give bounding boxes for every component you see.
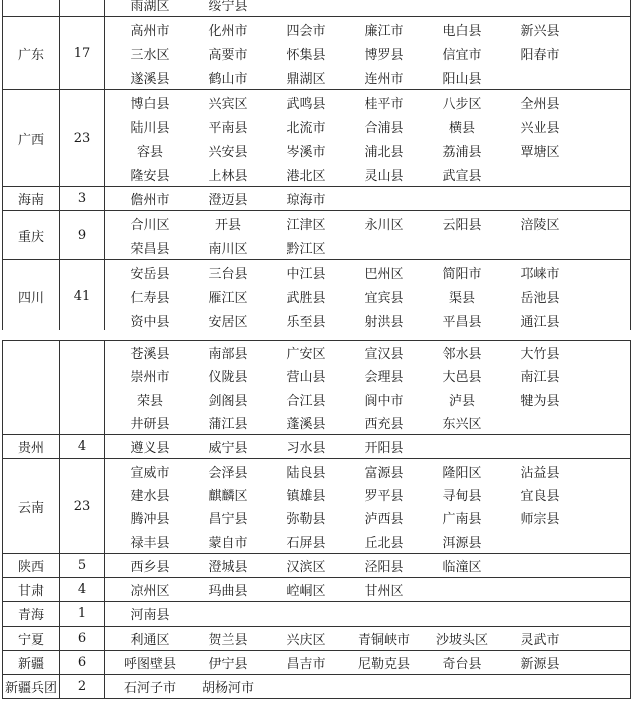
county-name: 云阳县	[442, 217, 482, 233]
county-table-part2	[2, 340, 631, 699]
county-list-cell	[105, 341, 631, 435]
county-name: 新兴县	[520, 23, 560, 39]
county-name: 会泽县	[208, 465, 248, 481]
county-name: 中江县	[286, 266, 326, 282]
county-name-row	[111, 651, 626, 674]
county-name: 汉滨区	[286, 559, 326, 575]
table-row	[3, 602, 631, 626]
county-name: 腾冲县	[130, 512, 170, 528]
county-count-cell: 5	[60, 553, 105, 577]
county-name: 安岳县	[130, 266, 170, 282]
county-list-cell	[105, 675, 631, 699]
table-fragment-bottom	[0, 340, 637, 726]
county-name-row	[111, 506, 626, 529]
county-count-cell: 9	[60, 211, 105, 260]
county-name: 兴宾区	[208, 96, 248, 112]
county-name: 荣昌县	[130, 241, 170, 257]
county-count-cell: 4	[60, 435, 105, 459]
county-name-row	[111, 65, 626, 89]
county-name: 渠县	[448, 290, 475, 306]
table-row	[3, 650, 631, 674]
county-name: 怀集县	[286, 47, 326, 63]
table-row	[3, 626, 631, 650]
county-name-row	[111, 284, 626, 308]
province-cell	[3, 341, 60, 435]
county-name: 港北区	[286, 168, 326, 184]
county-count-cell	[60, 0, 105, 17]
county-name: 信宜市	[442, 47, 482, 63]
county-name: 泾阳县	[364, 559, 404, 575]
county-name: 三水区	[130, 47, 170, 63]
county-name: 崇州市	[130, 370, 170, 386]
county-name: 合江县	[286, 393, 326, 409]
county-name: 兴业县	[520, 120, 560, 136]
county-list-cell	[105, 435, 631, 459]
county-name: 阆中市	[364, 393, 404, 409]
county-count-cell: 6	[60, 650, 105, 674]
county-name: 射洪县	[364, 314, 404, 330]
table-fragment-top	[0, 0, 637, 330]
county-count-cell: 23	[60, 90, 105, 187]
table-row	[3, 211, 631, 260]
county-name: 澄城县	[208, 559, 248, 575]
county-name: 兴安县	[208, 144, 248, 160]
county-name: 邻水县	[442, 347, 482, 363]
county-name: 南川区	[208, 241, 248, 257]
county-name: 绥宁县	[208, 0, 248, 14]
county-name: 井研县	[130, 417, 170, 433]
county-name: 昌吉市	[286, 657, 326, 672]
county-list-cell	[105, 459, 631, 553]
county-name-row	[111, 260, 626, 284]
county-list-cell	[105, 187, 631, 211]
county-name: 荔浦县	[442, 144, 482, 160]
county-name: 临潼区	[442, 559, 482, 575]
county-name: 南部县	[208, 347, 248, 363]
county-name-row	[111, 554, 626, 577]
county-name: 罗平县	[364, 488, 404, 504]
county-list-cell	[105, 602, 631, 626]
county-name: 连州市	[364, 71, 404, 87]
table-row	[3, 0, 631, 17]
county-name: 习水县	[286, 441, 326, 457]
county-name: 宜良县	[520, 488, 560, 504]
county-name: 阳春市	[520, 47, 560, 63]
county-name: 武胜县	[286, 290, 326, 306]
county-name: 建水县	[130, 488, 170, 504]
county-name-row	[111, 41, 626, 65]
county-name: 大竹县	[520, 347, 560, 363]
county-name: 南江县	[520, 370, 560, 386]
county-name: 博罗县	[364, 47, 404, 63]
county-name: 青铜峡市	[357, 632, 410, 648]
county-count-cell: 4	[60, 577, 105, 601]
county-name-row	[111, 211, 626, 235]
county-name-row	[111, 138, 626, 162]
county-count-cell: 3	[60, 187, 105, 211]
county-name-row	[111, 627, 626, 650]
province-cell: 甘肃	[3, 577, 60, 601]
county-name: 凉州区	[130, 584, 170, 600]
county-table-part1	[2, 0, 631, 330]
county-name: 西乡县	[130, 559, 170, 575]
province-cell: 海南	[3, 187, 60, 211]
county-name: 鹤山市	[208, 71, 248, 87]
county-name: 广南县	[442, 512, 482, 528]
county-count-cell: 1	[60, 602, 105, 626]
county-name: 岑溪市	[286, 144, 326, 160]
county-name: 胡杨河市	[201, 681, 254, 697]
county-name: 合浦县	[364, 120, 404, 136]
county-name-row	[111, 114, 626, 138]
county-name: 博白县	[130, 96, 170, 112]
county-name-row	[111, 411, 626, 434]
table-row	[3, 17, 631, 90]
county-name: 四会市	[286, 23, 326, 39]
county-name-row	[111, 341, 626, 364]
county-name-row	[111, 578, 626, 601]
county-name: 陆川县	[130, 120, 170, 136]
county-name-row	[111, 388, 626, 411]
county-name: 澄迈县	[208, 193, 248, 208]
county-name: 广安区	[286, 347, 326, 363]
county-name: 陆良县	[286, 465, 326, 481]
county-name: 八步区	[442, 96, 482, 112]
county-name: 镇雄县	[286, 488, 326, 504]
county-name: 威宁县	[208, 441, 248, 457]
county-name: 沙坡头区	[435, 632, 488, 648]
county-name: 三台县	[208, 266, 248, 282]
county-name: 丘北县	[364, 535, 404, 551]
county-name: 隆安县	[130, 168, 170, 184]
county-name: 仪陇县	[208, 370, 248, 386]
table-row	[3, 187, 631, 211]
county-name: 利通区	[130, 632, 170, 648]
county-name: 遂溪县	[130, 71, 170, 87]
county-list-cell	[105, 0, 631, 17]
county-name: 贺兰县	[208, 632, 248, 648]
province-cell: 新疆	[3, 650, 60, 674]
county-name: 化州市	[208, 23, 248, 39]
county-name: 桂平市	[364, 96, 404, 112]
county-name: 涪陵区	[520, 217, 560, 233]
county-list-cell	[105, 260, 631, 331]
table-row	[3, 459, 631, 553]
county-name: 上林县	[208, 168, 248, 184]
county-name: 东兴区	[442, 417, 482, 433]
county-name: 儋州市	[130, 193, 170, 208]
county-list-cell	[105, 90, 631, 187]
county-name: 安居区	[208, 314, 248, 330]
county-name-row	[111, 0, 626, 16]
county-name: 禄丰县	[130, 535, 170, 551]
table-row	[3, 260, 631, 331]
county-list-cell	[105, 553, 631, 577]
province-cell: 重庆	[3, 211, 60, 260]
county-name-row	[111, 235, 626, 259]
county-name-row	[111, 364, 626, 387]
county-name: 宜宾县	[364, 290, 404, 306]
province-cell: 青海	[3, 602, 60, 626]
county-name: 合川区	[130, 217, 170, 233]
county-name: 寻甸县	[442, 488, 482, 504]
province-cell: 新疆兵团	[3, 675, 60, 699]
county-name: 西充县	[364, 417, 404, 433]
province-cell: 广西	[3, 90, 60, 187]
county-name: 石河子市	[123, 681, 176, 697]
table-row	[3, 341, 631, 435]
county-name-row	[111, 483, 626, 506]
table-row	[3, 577, 631, 601]
table-row	[3, 553, 631, 577]
county-count-cell: 2	[60, 675, 105, 699]
county-name: 剑阁县	[208, 393, 248, 409]
county-name: 高州市	[130, 23, 170, 39]
county-name: 通江县	[520, 314, 560, 330]
county-list-cell	[105, 211, 631, 260]
county-name: 高要市	[208, 47, 248, 63]
county-name-row	[111, 17, 626, 41]
county-name: 会理县	[364, 370, 404, 386]
county-name: 呼图壁县	[123, 657, 176, 672]
county-name: 电白县	[442, 23, 482, 39]
county-name: 荣县	[136, 393, 163, 409]
county-name-row	[111, 675, 626, 698]
province-cell: 四川	[3, 260, 60, 331]
county-name: 玛曲县	[208, 584, 248, 600]
county-name: 全州县	[520, 96, 560, 112]
county-name: 河南县	[130, 608, 170, 624]
county-name: 犍为县	[520, 393, 560, 409]
county-name: 弥勒县	[286, 512, 326, 528]
county-name: 琼海市	[286, 193, 326, 208]
county-name: 鼎湖区	[286, 71, 326, 87]
county-name: 大邑县	[442, 370, 482, 386]
county-name-row	[111, 187, 626, 210]
county-name: 开阳县	[364, 441, 404, 457]
county-name: 江津区	[286, 217, 326, 233]
county-name-row	[111, 162, 626, 186]
county-name: 伊宁县	[208, 657, 248, 672]
province-cell: 广东	[3, 17, 60, 90]
county-list-cell	[105, 17, 631, 90]
table-row	[3, 90, 631, 187]
county-name: 奇台县	[442, 657, 482, 672]
county-name: 资中县	[130, 314, 170, 330]
county-name-row	[111, 602, 626, 625]
county-name: 黔江区	[286, 241, 326, 257]
county-list-cell	[105, 650, 631, 674]
county-count-cell: 6	[60, 626, 105, 650]
table-row	[3, 675, 631, 699]
county-name: 崆峒区	[286, 584, 326, 600]
county-name: 开县	[214, 217, 241, 233]
county-name-row	[111, 90, 626, 114]
county-name: 仁寿县	[130, 290, 170, 306]
county-name: 阳山县	[442, 71, 482, 87]
county-name: 蒲江县	[208, 417, 248, 433]
county-name: 邛崃市	[520, 266, 560, 282]
province-cell: 贵州	[3, 435, 60, 459]
county-name: 宣威市	[130, 465, 170, 481]
county-name: 廉江市	[364, 23, 404, 39]
county-name: 巴州区	[364, 266, 404, 282]
county-name: 沾益县	[520, 465, 560, 481]
county-name: 甘州区	[364, 584, 404, 600]
province-cell	[3, 0, 60, 17]
county-count-cell: 41	[60, 260, 105, 331]
county-name-row	[111, 459, 626, 482]
county-list-cell	[105, 626, 631, 650]
county-name: 简阳市	[442, 266, 482, 282]
county-name: 平昌县	[442, 314, 482, 330]
county-name: 雨湖区	[130, 0, 170, 14]
county-name: 武鸣县	[286, 96, 326, 112]
county-name: 蓬溪县	[286, 417, 326, 433]
county-list-cell	[105, 577, 631, 601]
county-name: 岳池县	[520, 290, 560, 306]
county-name: 浦北县	[364, 144, 404, 160]
county-name: 麒麟区	[208, 488, 248, 504]
county-name: 隆阳区	[442, 465, 482, 481]
county-count-cell: 17	[60, 17, 105, 90]
county-name: 蒙自市	[208, 535, 248, 551]
county-name-row	[111, 435, 626, 458]
county-name: 乐至县	[286, 314, 326, 330]
province-cell: 陕西	[3, 553, 60, 577]
county-name: 永川区	[364, 217, 404, 233]
county-count-cell: 23	[60, 459, 105, 553]
county-name: 昌宁县	[208, 512, 248, 528]
county-name: 富源县	[364, 465, 404, 481]
county-name-row	[111, 308, 626, 330]
county-name: 营山县	[286, 370, 326, 386]
table-row	[3, 435, 631, 459]
fragment-separator	[0, 330, 637, 340]
county-count-cell	[60, 341, 105, 435]
county-name: 灵武市	[520, 632, 560, 648]
county-name: 尼勒克县	[357, 657, 410, 672]
county-name: 覃塘区	[520, 144, 560, 160]
province-cell: 宁夏	[3, 626, 60, 650]
county-name: 横县	[448, 120, 475, 136]
county-name: 遵义县	[130, 441, 170, 457]
county-name: 兴庆区	[286, 632, 326, 648]
county-name: 武宣县	[442, 168, 482, 184]
county-name: 宣汉县	[364, 347, 404, 363]
county-name: 雁江区	[208, 290, 248, 306]
county-name-row	[111, 529, 626, 552]
county-name: 平南县	[208, 120, 248, 136]
county-name: 石屏县	[286, 535, 326, 551]
county-name: 泸县	[448, 393, 475, 409]
county-name: 泸西县	[364, 512, 404, 528]
county-name: 容县	[136, 144, 163, 160]
county-name: 苍溪县	[130, 347, 170, 363]
county-name: 北流市	[286, 120, 326, 136]
province-cell: 云南	[3, 459, 60, 553]
county-name: 新源县	[520, 657, 560, 672]
county-name: 灵山县	[364, 168, 404, 184]
county-name: 师宗县	[520, 512, 560, 528]
county-name: 洱源县	[442, 535, 482, 551]
